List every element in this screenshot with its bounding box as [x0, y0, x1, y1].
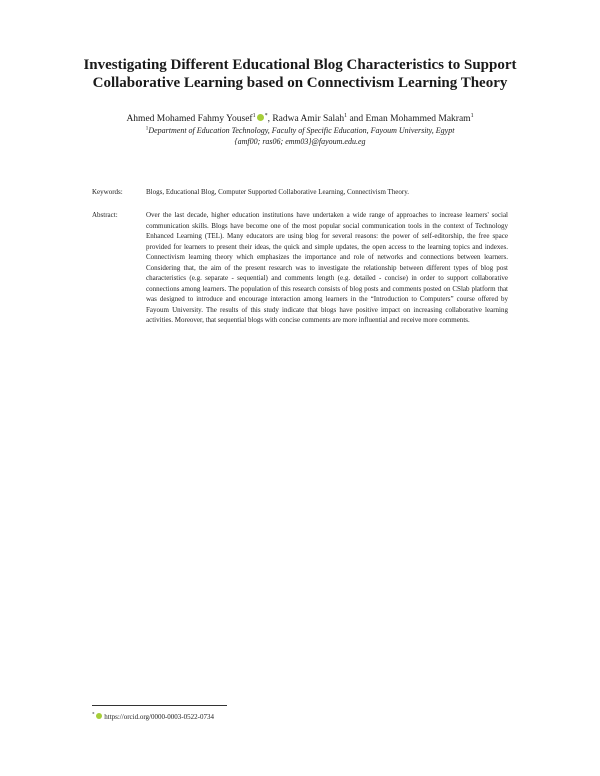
affiliation-mark: 1 [145, 125, 149, 132]
author-emails: {amf00; ras06; emm03}@fayoum.edu.eg [234, 137, 366, 146]
corresponding-mark: * [264, 112, 268, 119]
footnote-mark: * [92, 712, 95, 718]
abstract-text: Over the last decade, higher education institutions have undertaken a wide range of approaches to increase learners' social communication skills. Blogs have become one of the most popular social communication tools in the context of Technology Enhanced Learning (TEL). Many educators are using blog for several reasons: the power of self-editorship, the free space provided for learners to present their ideas, the quick and simple updates, the open access to the learning topics and indexes. Connectivism learning theory which emphasizes the importance and role of networks and connections between learners. Considering that, the aim of the present research was to investigate the relationship between different types of blog post characteristics (e.g. separate - sequential) and comments length (e.g. detailed - concise) in order to support collaborative connections among learners. The population of this research consists of blog posts and comments posted on CSlab platform that was designed to introduce and encourage interaction among learners in the “Introduction to Computers” course offered by Fayoum University. The results of this study indicate that blogs have positive impact on increasing collaborative learning activities. Moreover, that sequential blogs with concise comments are more influential and receive more comments. [146, 211, 508, 324]
orcid-icon [96, 713, 102, 719]
author-affiliation-mark: 1 [470, 112, 474, 119]
author-affiliation-mark: 1 [252, 112, 256, 119]
author-name: and Eman Mohammed Makram [347, 114, 471, 124]
author-name: Ahmed Mohamed Fahmy Yousef [126, 114, 253, 124]
paper-title: Investigating Different Educational Blog Characteristics to Support Collaborative Learning based on Connectivism Learning Theory [83, 57, 517, 91]
footnote [92, 712, 214, 722]
affiliation [60, 125, 540, 136]
keywords-label: Keywords: [92, 188, 123, 196]
abstract-label: Abstract: [92, 211, 118, 219]
author-name: , Radwa Amir Salah [267, 114, 345, 124]
affiliation-text: Department of Education Technology, Faculty of Specific Education, Fayoum University, Egypt [148, 126, 455, 135]
keywords-text: Blogs, Educational Blog, Computer Supported Collaborative Learning, Connectivism Theory. [146, 188, 410, 196]
orcid-icon[interactable] [257, 114, 264, 121]
footnote-divider [92, 705, 227, 706]
author-affiliation-mark: 1 [344, 112, 348, 119]
author-list [60, 113, 540, 125]
orcid-link[interactable]: https://orcid.org/0000-0003-0522-0734 [104, 713, 214, 721]
